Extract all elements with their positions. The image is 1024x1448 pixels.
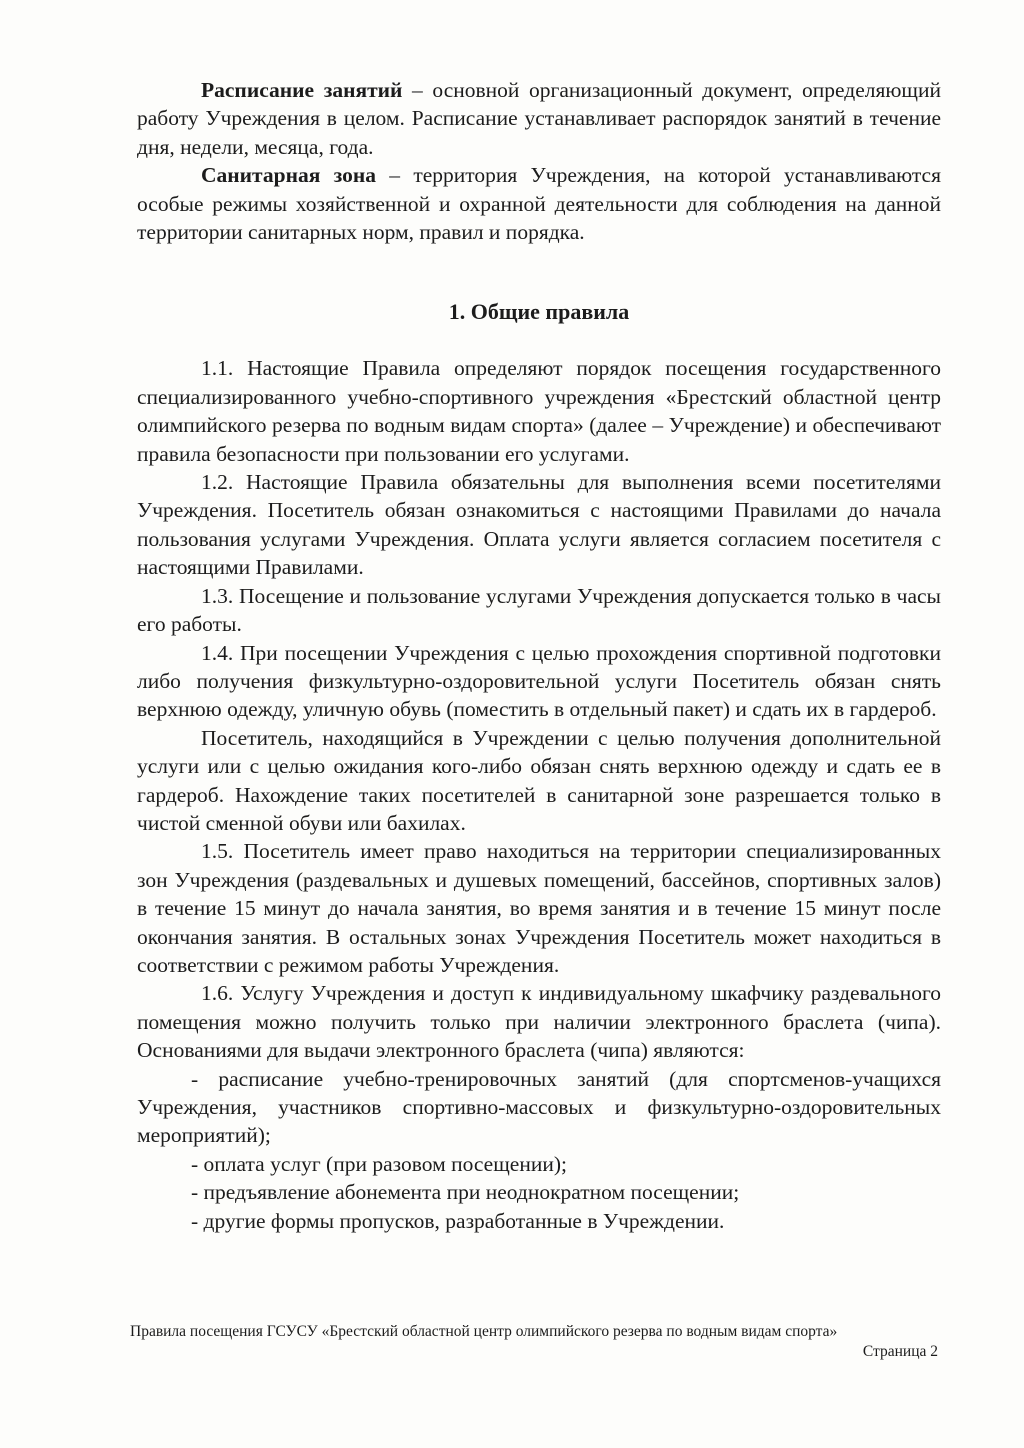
list-item: - другие формы пропусков, разработанные в Учреждении. [191,1208,725,1233]
list-item: - расписание учебно-тренировочных занятий (для спортсменов-учащихся Учреждения, участников спортивно-массовых и физкультурно-оздоровительных мероприятий); [137,1066,941,1148]
document-body [137,76,941,1235]
paragraph-1-5: 1.5. Посетитель имеет право находиться на территории специализированных зон Учреждения (раздевальных и душевых помещений, бассейнов, спортивных залов) в течение 15 минут до начала занятия, во время занятия и в течение 15 минут после окончания занятия. В остальных зонах Учреждения Посетитель может находиться в соответствии с режимом работы Учреждения. [137,839,941,977]
page-footer [130,1322,938,1362]
paragraph-1-4: 1.4. При посещении Учреждения с целью прохождения спортивной подготовки либо получения физкультурно-оздоровительной услуги Посетитель обязан снять верхнюю одежду, уличную обувь (поместить в отдельный пакет) и сдать их в гардероб. [137,640,941,722]
footer-title: Правила посещения ГСУСУ «Брестский областной центр олимпийского резерва по водным видам спорта» [130,1323,838,1340]
paragraph-1-2: 1.2. Настоящие Правила обязательны для выполнения всеми посетителями Учреждения. Посетитель обязан ознакомиться с настоящими Правилами до начала пользования услугами Учреждения. Оплата услуги является согласием посетителя с настоящими Правилами. [137,470,941,580]
paragraph-1-3: 1.3. Посещение и пользование услугами Учреждения допускается только в часы его работы. [137,583,941,637]
section-title: 1. Общие правила [448,299,630,325]
definition-term: Расписание занятий [201,78,403,102]
paragraph-1-1: 1.1. Настоящие Правила определяют порядок посещения государственного специализированного учебно-спортивного учреждения «Брестский областной центр олимпийского резерва по водным видам спорта» (далее – Учреждение) и обеспечивают правила безопасности при пользовании его услугами. [137,356,941,466]
list-item: - оплата услуг (при разовом посещении); [191,1151,567,1176]
paragraph-1-4-continued: Посетитель, находящийся в Учреждении с целью получения дополнительной услуги или с целью ожидания кого-либо обязан снять верхнюю одежду и сдать ее в гардероб. Нахождение таких посетителей в санитарной зоне разрешается только в чистой сменной обуви или бахилах. [137,725,941,835]
list-item: - предъявление абонемента при неоднократном посещении; [191,1180,740,1205]
definition-text: – основной организационный документ, определяющий работу Учреждения в целом. Расписание устанавливает распорядок занятий в течение дня, недели, месяца, года. [137,78,941,159]
paragraph-1-6: 1.6. Услугу Учреждения и доступ к индивидуальному шкафчику раздевального помещения можно получить только при наличии электронного браслета (чипа). Основаниями для выдачи электронного браслета (чипа) являются: [137,981,941,1063]
definition-text: – территория Учреждения, на которой устанавливаются особые режимы хозяйственной и охранной деятельности для соблюдения на данной территории санитарных норм, правил и порядка. [137,163,941,245]
definition-term: Санитарная зона [201,163,377,188]
definition-schedule [137,76,941,161]
definition-sanitary-zone [137,161,941,246]
page-number: Страница 2 [862,1343,938,1360]
